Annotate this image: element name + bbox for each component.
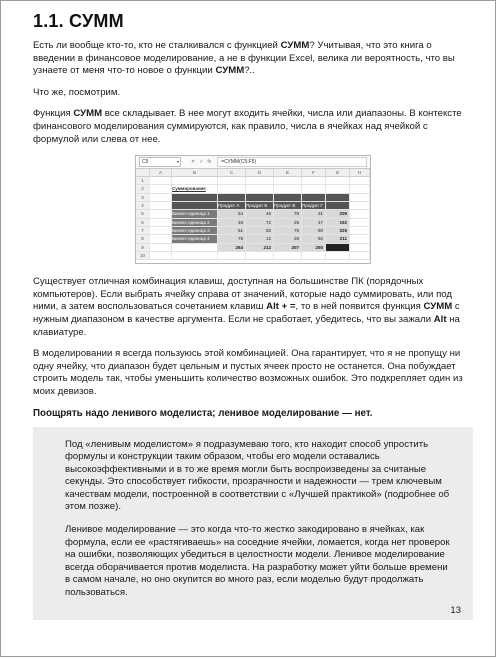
row-header[interactable]: 7 xyxy=(136,227,150,234)
cell[interactable]: 212 xyxy=(246,244,274,251)
cell[interactable]: Бизнес-единица 1 xyxy=(172,210,218,217)
cell[interactable] xyxy=(172,202,218,209)
cell[interactable] xyxy=(350,185,370,192)
name-box[interactable] xyxy=(139,157,181,167)
cell[interactable] xyxy=(172,194,218,201)
row-header[interactable]: 6 xyxy=(136,219,150,226)
formula-input[interactable]: =СУММ(C5:F5) xyxy=(217,157,367,167)
cell[interactable] xyxy=(350,194,370,201)
cell[interactable] xyxy=(150,185,172,192)
cell[interactable]: Бизнес-единица 3 xyxy=(172,227,218,234)
row-header[interactable]: 5 xyxy=(136,210,150,217)
section-title: 1.1. СУММ xyxy=(33,11,124,31)
cell[interactable]: 25 xyxy=(274,219,302,226)
row-header[interactable]: 9 xyxy=(136,244,150,251)
cell[interactable] xyxy=(218,252,246,259)
note-paragraph-2: Ленивое моделирование — это когда что-то жестко закодировано в ячейках, как формула, если ее «растягиваешь» на соседние ячейки, ломается, когда нет проверок на ошибки, позволяющих убедиться в целостности модели. Ленивое моделирование всегда оборачивается против моделиста. На разработку может уйти больше времени в самом начале, но оно окупится во много раз, если моделью будут продолжать пользоваться. xyxy=(65,524,450,599)
cell[interactable]: 82 xyxy=(246,227,274,234)
note-paragraph-1: Под «ленивым моделистом» я подразумеваю того, кто находит способ упростить формулы и конструкции таким образом, чтобы его модели оставались высокоэффективными и в то же время могли быть воспроизведены за считаные секунды. Это способствует гибкости, прозрачности и надежности — трем ключевым качествам модели, построенной в соответствии с «Лучшей практикой» (подробнее об этом позже). xyxy=(65,438,450,513)
cell[interactable]: 80 xyxy=(302,227,326,234)
cell[interactable] xyxy=(274,252,302,259)
paragraph-shortcut: Существует отличная комбинация клавиш, доступная на большинстве ПК (порядочных компьютеров). Если выбрать ячейку справа от значений, которые надо суммировать, или под ними, а затем воспользоваться сочетанием клавиш Alt + =, то в ней появится функция СУММ с нужным диапазоном в качестве аргумента. Если не сработает, убедитесь, что вы зажали Alt на клавиатуре. xyxy=(33,276,460,338)
cell[interactable] xyxy=(302,194,326,201)
cell[interactable] xyxy=(302,177,326,184)
cell[interactable] xyxy=(326,202,350,209)
paragraph-modeling: В моделировании я всегда пользуюсь этой комбинацией. Она гарантирует, что я не пропущу ни одну ячейку, что диапазон будет цельным и пустых ячеек просто не останется. Она побуждает строить модель так, чтобы уменьшить количество возможных ошибок. Это подкрепляет один из моих девизов. xyxy=(33,348,463,397)
cell[interactable]: 92 xyxy=(302,235,326,242)
cell[interactable] xyxy=(350,202,370,209)
column-header[interactable]: C xyxy=(218,169,246,176)
sheet-row xyxy=(136,202,370,210)
cell[interactable] xyxy=(150,202,172,209)
cell[interactable] xyxy=(172,244,218,251)
sheet-row xyxy=(136,244,370,252)
cell[interactable] xyxy=(350,219,370,226)
cancel-icon[interactable]: ✕ xyxy=(191,159,196,166)
sheet-row xyxy=(136,210,370,218)
row-header[interactable]: 2 xyxy=(136,185,150,192)
spreadsheet-grid xyxy=(136,169,370,260)
cell[interactable]: 12 xyxy=(246,235,274,242)
cell[interactable] xyxy=(150,227,172,234)
row-header[interactable]: 3 xyxy=(136,194,150,201)
column-header[interactable]: F xyxy=(302,169,326,176)
cell[interactable]: 207 xyxy=(274,244,302,251)
column-header[interactable]: H xyxy=(350,169,370,176)
cell[interactable]: 264 xyxy=(218,244,246,251)
row-header[interactable]: 1 xyxy=(136,177,150,184)
row-header[interactable]: 4 xyxy=(136,202,150,209)
cell[interactable]: Продукт Г xyxy=(302,202,326,209)
cell[interactable]: 28 xyxy=(274,235,302,242)
cell[interactable]: 76 xyxy=(274,227,302,234)
cell[interactable]: 46 xyxy=(246,210,274,217)
cell[interactable]: Бизнес-единица 2 xyxy=(172,219,218,226)
formula-icons xyxy=(191,159,211,165)
cell[interactable]: Суммирование xyxy=(172,185,218,192)
page-number: 13 xyxy=(450,605,461,616)
cell[interactable] xyxy=(326,244,350,251)
cell[interactable] xyxy=(150,252,172,259)
cell[interactable] xyxy=(246,194,274,201)
row-header[interactable]: 8 xyxy=(136,235,150,242)
select-all-corner[interactable] xyxy=(136,169,150,176)
column-header[interactable]: B xyxy=(172,169,218,176)
motto-heading: Поощрять надо ленивого моделиста; ленивое моделирование — нет. xyxy=(33,407,373,419)
cell[interactable] xyxy=(218,194,246,201)
cell[interactable] xyxy=(218,185,246,192)
row-header[interactable]: 10 xyxy=(136,252,150,259)
column-header[interactable]: D xyxy=(246,169,274,176)
sheet-row xyxy=(136,194,370,202)
formula-bar xyxy=(136,156,370,169)
cell[interactable] xyxy=(350,244,370,251)
cell[interactable] xyxy=(302,252,326,259)
paragraph-sum-function: Функция СУММ все складывает. В нее могут входить ячейки, числа или диапазоны. В контексте финансового моделирования суммируются, как правило, числа в ячейках над ячейкой с формулой или слева от нее. xyxy=(33,108,462,145)
cell[interactable]: 209 xyxy=(326,210,350,217)
cell[interactable] xyxy=(326,177,350,184)
paragraph-intro: Есть ли вообще кто-то, кто не сталкивался с функцией СУММ? Учитывая, что это книга о введении в финансовое моделирование, а не в функции Excel, велика ли вероятность, что вы узнаете от меня что-то новое о функции СУММ?.. xyxy=(33,40,455,77)
cell[interactable] xyxy=(302,185,326,192)
cell[interactable] xyxy=(150,244,172,251)
cell[interactable] xyxy=(326,252,350,259)
cell[interactable] xyxy=(350,177,370,184)
paragraph-lets-see: Что же, посмотрим. xyxy=(33,86,121,98)
cell[interactable]: Продукт А xyxy=(218,202,246,209)
cell[interactable] xyxy=(274,194,302,201)
cell[interactable] xyxy=(172,177,218,184)
cell[interactable]: 47 xyxy=(302,219,326,226)
function-icon[interactable]: fx xyxy=(207,159,212,166)
cell[interactable]: 250 xyxy=(302,244,326,251)
cell[interactable]: 48 xyxy=(218,219,246,226)
cell[interactable]: Продукт В xyxy=(274,202,302,209)
cell[interactable] xyxy=(350,235,370,242)
cell[interactable] xyxy=(274,185,302,192)
column-header[interactable]: A xyxy=(150,169,172,176)
column-header[interactable]: E xyxy=(274,169,302,176)
cell[interactable] xyxy=(218,177,246,184)
cell[interactable] xyxy=(150,194,172,201)
note-box xyxy=(33,427,473,620)
cell[interactable]: 54 xyxy=(218,210,246,217)
cell[interactable] xyxy=(326,185,350,192)
cell[interactable] xyxy=(150,210,172,217)
cell[interactable] xyxy=(150,219,172,226)
cell[interactable] xyxy=(172,252,218,259)
cell[interactable]: Бизнес-единица 4 xyxy=(172,235,218,242)
sheet-row xyxy=(136,185,370,193)
cell[interactable]: 329 xyxy=(326,227,350,234)
cell[interactable]: 211 xyxy=(326,235,350,242)
sheet-row xyxy=(136,235,370,243)
confirm-icon[interactable]: ✓ xyxy=(199,159,204,166)
cell[interactable]: 72 xyxy=(246,219,274,226)
name-box-value: C5 xyxy=(142,159,149,166)
cell[interactable] xyxy=(150,177,172,184)
cell[interactable] xyxy=(150,235,172,242)
cell[interactable]: 78 xyxy=(274,210,302,217)
column-headers xyxy=(136,169,370,177)
cell[interactable] xyxy=(246,185,274,192)
sheet-row xyxy=(136,177,370,185)
sheet-row xyxy=(136,252,370,260)
page-content xyxy=(33,11,473,620)
cell[interactable]: 192 xyxy=(326,219,350,226)
column-header[interactable]: G xyxy=(326,169,350,176)
excel-screenshot xyxy=(135,155,371,264)
cell[interactable]: 51 xyxy=(218,227,246,234)
cell[interactable]: Продукт Б xyxy=(246,202,274,209)
cell[interactable]: 79 xyxy=(218,235,246,242)
cell[interactable] xyxy=(246,177,274,184)
chevron-down-icon: ▾ xyxy=(176,159,179,165)
cell[interactable] xyxy=(246,252,274,259)
sheet-row xyxy=(136,227,370,235)
cell[interactable] xyxy=(350,252,370,259)
cell[interactable] xyxy=(274,177,302,184)
sheet-row xyxy=(136,219,370,227)
cell[interactable] xyxy=(350,210,370,217)
cell[interactable] xyxy=(326,194,350,201)
cell[interactable]: 31 xyxy=(302,210,326,217)
cell[interactable] xyxy=(350,227,370,234)
